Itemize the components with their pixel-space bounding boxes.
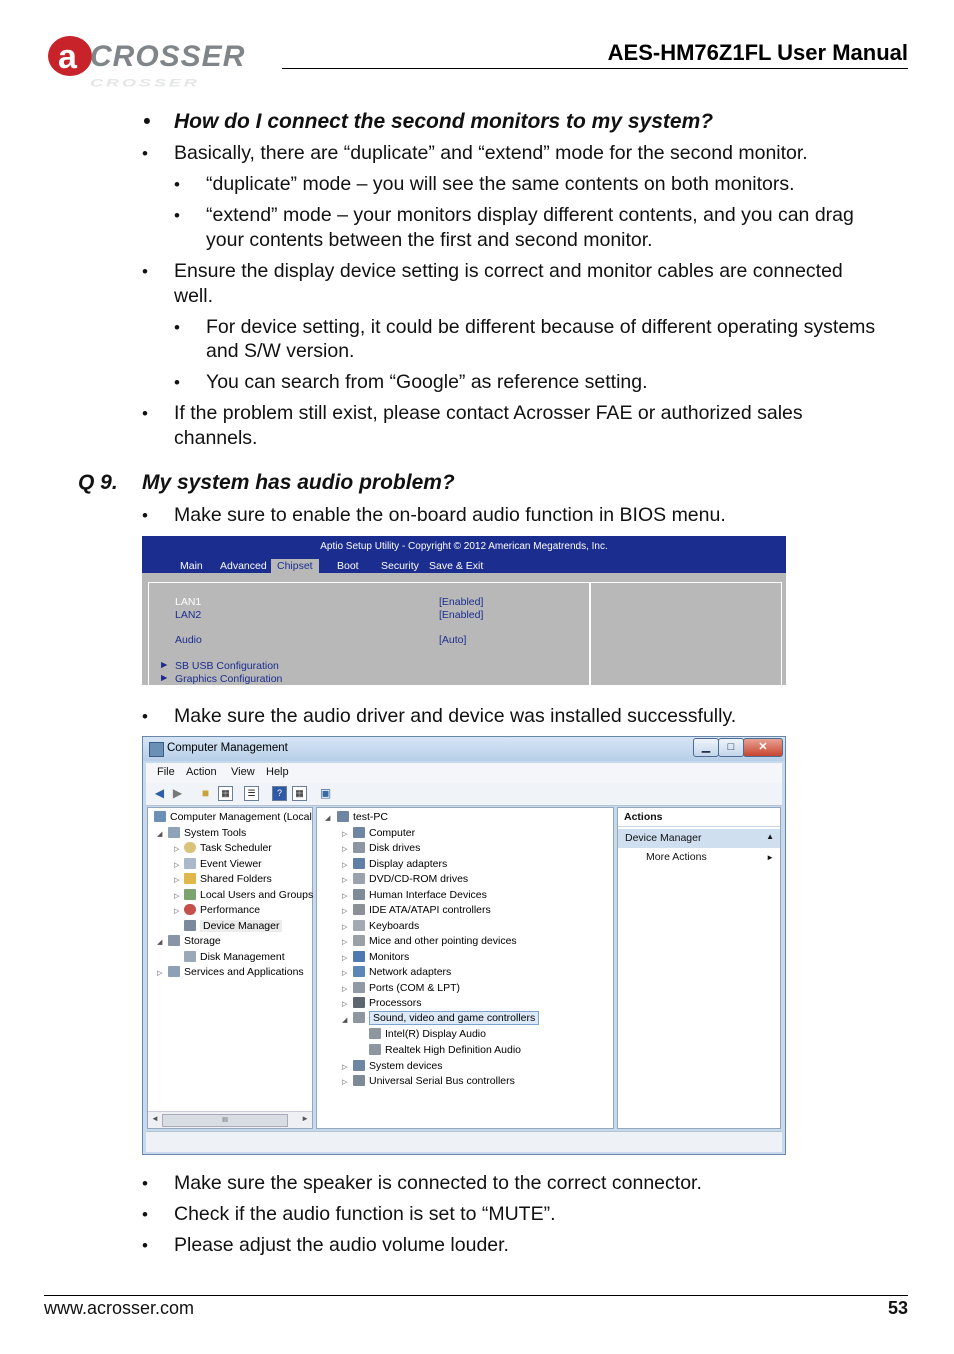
- ide-controller-icon: [353, 904, 365, 915]
- port-icon: [353, 982, 365, 993]
- footer-divider: [44, 1295, 908, 1296]
- disk-management-icon: [184, 951, 196, 962]
- menu-action[interactable]: Action: [186, 766, 217, 778]
- collapsed-arrow-icon[interactable]: ▷: [174, 862, 180, 869]
- page-number: 53: [887, 1298, 908, 1318]
- bios-value-lan2[interactable]: [Enabled]: [439, 609, 484, 621]
- monitor-text: Basically, there are “duplicate” and “extend” mode for the second monitor.: [174, 142, 808, 164]
- storage-icon: [168, 935, 180, 946]
- tree-item-disk-management[interactable]: Disk Management: [184, 951, 285, 963]
- bullet: •: [174, 373, 180, 392]
- device-intel-display-audio[interactable]: Intel(R) Display Audio: [369, 1028, 486, 1040]
- device-keyboards[interactable]: Keyboards: [353, 920, 419, 932]
- monitor-icon: [353, 951, 365, 962]
- scroll-left-icon[interactable]: ◄: [151, 1114, 159, 1123]
- device-ide-ata[interactable]: IDE ATA/ATAPI controllers: [353, 904, 491, 916]
- system-tools-icon: [168, 827, 180, 838]
- device-manager-icon: [184, 920, 196, 931]
- submenu-arrow-icon: ►: [766, 853, 774, 862]
- q9-bullet-3: Make sure the speaker is connected to the correct connector.: [174, 1172, 702, 1194]
- header-divider: [282, 68, 908, 69]
- tree-item-event-viewer[interactable]: Event Viewer: [184, 858, 262, 870]
- device-tree-pane: [316, 807, 614, 1129]
- monitor-text: your contents between the first and second monitor.: [206, 229, 653, 251]
- bullet: •: [142, 506, 148, 525]
- device-system-devices[interactable]: System devices: [353, 1060, 443, 1072]
- tree-item-performance[interactable]: Performance: [184, 904, 260, 916]
- mouse-icon: [353, 935, 365, 946]
- bios-value-audio[interactable]: [Auto]: [439, 634, 467, 646]
- properties-icon[interactable]: ☰: [244, 786, 259, 801]
- collapsed-arrow-icon[interactable]: ▷: [342, 939, 348, 946]
- collapsed-arrow-icon[interactable]: ▷: [342, 955, 348, 962]
- tree-item-computer-management[interactable]: Computer Management (Local: [154, 811, 312, 823]
- q9-number: Q 9.: [78, 471, 118, 494]
- collapsed-arrow-icon[interactable]: ▷: [342, 862, 348, 869]
- speaker-icon: [353, 1012, 365, 1023]
- processor-icon: [353, 997, 365, 1008]
- heading-bullet: •: [143, 110, 151, 133]
- svg-text:CROSSER: CROSSER: [90, 77, 200, 90]
- computer-management-window: [142, 736, 786, 1155]
- collapsed-arrow-icon[interactable]: ▷: [174, 877, 180, 884]
- monitor-question-heading: How do I connect the second monitors to my system?: [174, 110, 714, 133]
- collapsed-arrow-icon[interactable]: ▷: [174, 908, 180, 915]
- bios-submenu-sb-usb[interactable]: SB USB Configuration: [175, 660, 279, 672]
- display-adapter-icon: [353, 858, 365, 869]
- actions-pane: [617, 807, 781, 1129]
- device-computer[interactable]: Computer: [353, 827, 415, 839]
- device-network-adapters[interactable]: Network adapters: [353, 966, 451, 978]
- monitor-text: well.: [174, 285, 214, 307]
- menu-help[interactable]: Help: [266, 766, 289, 778]
- bullet: •: [142, 1236, 148, 1255]
- device-ports[interactable]: Ports (COM & LPT): [353, 982, 460, 994]
- bios-tab-boot[interactable]: Boot: [337, 560, 359, 572]
- bullet: •: [142, 144, 148, 163]
- bios-tab-chipset[interactable]: Chipset: [271, 559, 319, 573]
- manual-title: AES-HM76Z1FL User Manual: [607, 40, 908, 65]
- collapsed-arrow-icon[interactable]: ▷: [342, 986, 348, 993]
- tree-item-local-users-groups[interactable]: Local Users and Groups: [184, 889, 313, 901]
- device-hid[interactable]: Human Interface Devices: [353, 889, 487, 901]
- bullet: •: [142, 404, 148, 423]
- users-icon: [184, 889, 196, 900]
- actions-title: Actions: [624, 811, 663, 823]
- bios-title-bar: [142, 536, 786, 573]
- disk-drive-icon: [353, 842, 365, 853]
- expanded-arrow-icon[interactable]: ◢: [342, 1017, 348, 1024]
- collapsed-arrow-icon[interactable]: ▷: [342, 924, 348, 931]
- q9-title: My system has audio problem?: [142, 471, 455, 494]
- close-button[interactable]: ✕: [743, 738, 783, 757]
- bullet: •: [142, 707, 148, 726]
- shared-folder-icon: [184, 873, 196, 884]
- device-processors[interactable]: Processors: [353, 997, 422, 1009]
- collapsed-arrow-icon[interactable]: ▷: [157, 970, 163, 977]
- event-viewer-icon: [184, 858, 196, 869]
- up-folder-icon[interactable]: ■: [201, 786, 210, 800]
- menu-bar: [146, 763, 782, 783]
- console-tree-pane: [147, 807, 313, 1129]
- svg-text:a: a: [58, 38, 77, 76]
- bios-tab-save-exit[interactable]: Save & Exit: [429, 560, 484, 572]
- tree-item-system-tools[interactable]: System Tools: [168, 827, 246, 839]
- q9-bullet-1: Make sure to enable the on-board audio function in BIOS menu.: [174, 504, 726, 526]
- computer-icon: [337, 811, 349, 822]
- collapsed-arrow-icon[interactable]: ▷: [342, 893, 348, 900]
- bios-help-panel: [589, 582, 782, 685]
- forward-icon[interactable]: ▶: [172, 786, 183, 800]
- toolbar: [146, 783, 782, 806]
- acrosser-logo: [44, 30, 276, 92]
- bullet: •: [142, 262, 148, 281]
- monitor-text: channels.: [174, 427, 258, 449]
- device-usb-controllers[interactable]: Universal Serial Bus controllers: [353, 1075, 515, 1087]
- expanded-arrow-icon[interactable]: ◢: [157, 939, 163, 946]
- status-bar: [146, 1131, 782, 1152]
- bios-copyright: Aptio Setup Utility - Copyright © 2012 American Megatrends, Inc.: [320, 541, 608, 552]
- system-device-icon: [353, 1060, 365, 1071]
- show-hide-tree-icon[interactable]: ▦: [218, 786, 233, 801]
- more-actions-link[interactable]: More Actions: [646, 851, 707, 863]
- computer-management-icon: [149, 742, 164, 757]
- window-title: Computer Management: [167, 742, 288, 754]
- device-display-adapters[interactable]: Display adapters: [353, 858, 447, 870]
- collapsed-arrow-icon[interactable]: ▷: [342, 1001, 348, 1008]
- collapsed-arrow-icon[interactable]: ▷: [174, 846, 180, 853]
- monitor-text: For device setting, it could be different because of different operating systems: [206, 316, 876, 338]
- footer-url[interactable]: www.acrosser.com: [44, 1298, 195, 1318]
- performance-icon: [184, 904, 196, 915]
- device-realtek-audio[interactable]: Realtek High Definition Audio: [369, 1044, 521, 1056]
- bullet: •: [174, 206, 180, 225]
- submenu-arrow-icon: ►: [159, 659, 170, 671]
- bios-item-lan1[interactable]: LAN1: [175, 596, 202, 608]
- collapsed-arrow-icon[interactable]: ▷: [342, 970, 348, 977]
- actions-device-manager[interactable]: [618, 829, 780, 848]
- bios-item-lan2[interactable]: LAN2: [175, 609, 202, 621]
- collapsed-arrow-icon[interactable]: ▷: [342, 1079, 348, 1086]
- tree-item-shared-folders[interactable]: Shared Folders: [184, 873, 272, 885]
- submenu-arrow-icon: ►: [159, 672, 170, 684]
- q9-bullet-4: Check if the audio function is set to “MUTE”.: [174, 1203, 556, 1225]
- bios-tab-security[interactable]: Security: [381, 560, 419, 572]
- computer-management-icon: [154, 811, 166, 822]
- monitor-text: If the problem still exist, please contact Acrosser FAE or authorized sales: [174, 402, 803, 424]
- minimize-button[interactable]: ▁: [693, 738, 719, 757]
- monitor-text: and S/W version.: [206, 340, 355, 362]
- menu-file[interactable]: File: [157, 766, 175, 778]
- collapsed-arrow-icon[interactable]: ▷: [342, 877, 348, 884]
- collapsed-arrow-icon[interactable]: ▷: [342, 908, 348, 915]
- bios-value-lan1[interactable]: [Enabled]: [439, 596, 484, 608]
- clock-icon: [184, 842, 196, 853]
- actions-header: [618, 808, 780, 827]
- bios-tab-advanced[interactable]: Advanced: [220, 560, 267, 572]
- speaker-icon: [369, 1044, 381, 1055]
- back-icon[interactable]: ◀: [154, 786, 165, 800]
- device-mice[interactable]: Mice and other pointing devices: [353, 935, 517, 947]
- monitor-text: Ensure the display device setting is correct and monitor cables are connected: [174, 260, 843, 282]
- action-pane-icon[interactable]: ▦: [292, 786, 307, 801]
- bullet: •: [142, 1205, 148, 1224]
- dvd-drive-icon: [353, 873, 365, 884]
- collapsed-arrow-icon[interactable]: ▷: [342, 846, 348, 853]
- scroll-thumb[interactable]: III: [162, 1114, 288, 1127]
- hid-icon: [353, 889, 365, 900]
- horizontal-scrollbar[interactable]: [148, 1111, 312, 1128]
- acrosser-logo-icon: [44, 30, 276, 92]
- menu-view[interactable]: View: [231, 766, 255, 778]
- device-monitors[interactable]: Monitors: [353, 951, 409, 963]
- scan-hardware-icon[interactable]: ▣: [319, 786, 332, 800]
- device-sound-video-game[interactable]: Sound, video and game controllers: [353, 1012, 539, 1024]
- device-disk-drives[interactable]: Disk drives: [353, 842, 420, 854]
- bullet: •: [142, 1174, 148, 1193]
- bios-submenu-graphics[interactable]: Graphics Configuration: [175, 673, 283, 685]
- collapsed-arrow-icon[interactable]: ▷: [342, 1064, 348, 1071]
- help-icon[interactable]: ?: [272, 786, 287, 801]
- collapsed-arrow-icon[interactable]: ▷: [342, 831, 348, 838]
- bios-screenshot: [142, 536, 786, 685]
- keyboard-icon: [353, 920, 365, 931]
- q9-bullet-2: Make sure the audio driver and device was installed successfully.: [174, 705, 737, 727]
- actions-device-manager-label: Device Manager: [625, 832, 702, 844]
- tree-item-device-manager[interactable]: Device Manager: [184, 920, 282, 932]
- speaker-icon: [369, 1028, 381, 1039]
- window-title-bar: [143, 737, 785, 761]
- expanded-arrow-icon[interactable]: ◢: [325, 815, 331, 822]
- device-dvd-drives[interactable]: DVD/CD-ROM drives: [353, 873, 468, 885]
- maximize-button[interactable]: □: [718, 738, 744, 757]
- expanded-arrow-icon[interactable]: ◢: [157, 831, 163, 838]
- bullet: •: [174, 175, 180, 194]
- bios-item-audio[interactable]: Audio: [175, 634, 202, 646]
- monitor-text: “extend” mode – your monitors display different contents, and you can drag: [206, 204, 854, 226]
- network-adapter-icon: [353, 966, 365, 977]
- computer-icon: [353, 827, 365, 838]
- usb-icon: [353, 1075, 365, 1086]
- tree-item-task-scheduler[interactable]: Task Scheduler: [184, 842, 272, 854]
- svg-text:CROSSER: CROSSER: [90, 40, 246, 73]
- collapse-up-icon[interactable]: ▲: [766, 832, 774, 841]
- q9-bullet-5: Please adjust the audio volume louder.: [174, 1234, 509, 1256]
- tree-item-storage[interactable]: Storage: [168, 935, 221, 947]
- monitor-text: “duplicate” mode – you will see the same contents on both monitors.: [206, 173, 795, 195]
- device-root-computer[interactable]: test-PC: [337, 811, 388, 823]
- tree-item-services-applications[interactable]: Services and Applications: [168, 966, 304, 978]
- collapsed-arrow-icon[interactable]: ▷: [174, 893, 180, 900]
- scroll-right-icon[interactable]: ►: [301, 1114, 309, 1123]
- monitor-text: You can search from “Google” as reference setting.: [206, 371, 648, 393]
- services-icon: [168, 966, 180, 977]
- bios-tab-main[interactable]: Main: [180, 560, 203, 572]
- bullet: •: [174, 318, 180, 337]
